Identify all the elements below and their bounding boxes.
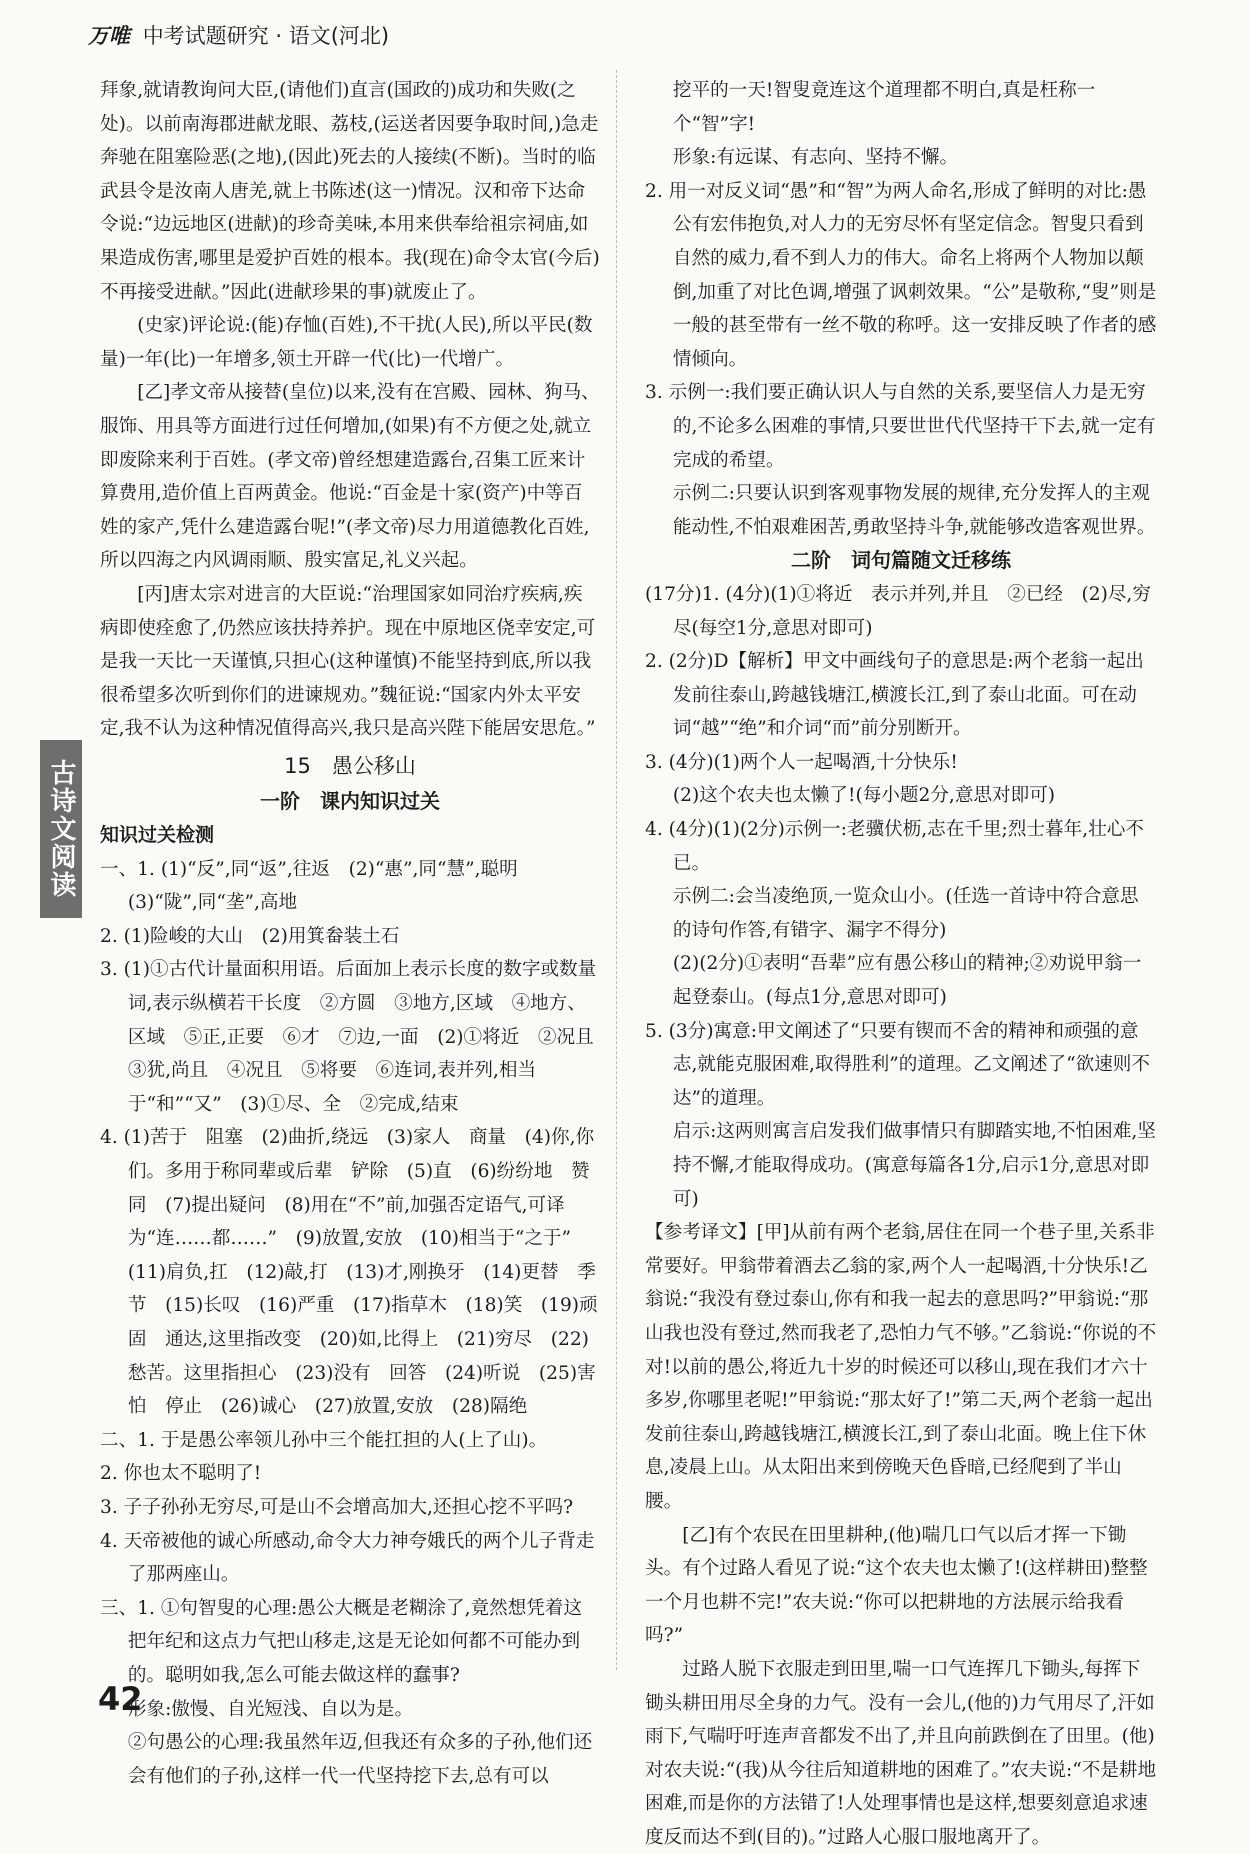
- answer-item: 示例二:会当凌绝顶,一览众山小。(任选一首诗中符合意思的诗句作答,有错字、漏字不得分): [672, 886, 1139, 941]
- translation-paragraph: [乙]孝文帝从接替(皇位)以来,没有在宫殿、园林、狗马、服饰、用具等方面进行过任何增加,(如果)有不方便之处,就立即废除来利于百姓。(孝文帝)曾经想建造露台,召集工匠来计算费用,造价值上百两黄金。他说:“百金是十家(资产)中等百姓的家产,凭什么建造露台呢!”(孝文帝)尽力用道德教化百姓,所以四海之内风调雨顺、殷实富足,礼义兴起。: [100, 382, 600, 572]
- translation-paragraph: 拜象,就请教询问大臣,(请他们)直言(国政的)成功和失败(之处)。以前南海郡进献龙眼、荔枝,(运送者因要争取时间,)急走奔驰在阻塞险恶(之地),(因此)死去的人接续(不断)。当时的临武县令是汝南人唐羌,就上书陈述(这一)情况。汉和帝下达命令说:“边远地区(进献)的珍奇美味,本用来供奉给祖宗祠庙,如果造成伤害,哪里是爱护百姓的根本。我(现在)命令太官(今后)不再接受进献。”因此(进献珍果的事)就废止了。: [100, 80, 600, 303]
- answer-item: 三、1. ①句智叟的心理:愚公大概是老糊涂了,竟然想凭着这把年纪和这点力气把山移走,这是无论如何都不可能办到的。聪明如我,怎么可能去做这样的蠢事?: [100, 1597, 583, 1686]
- column-divider: [616, 70, 617, 1670]
- answer-item: 4. (4分)(1)(2分)示例一:老骥伏枥,志在千里;烈士暮年,壮心不已。: [645, 819, 1144, 874]
- reference-translation: 过路人脱下衣服走到田里,喘一口气连挥几下锄头,每挥下锄头耕田用尽全身的力气。没有一会儿,(他的)力气用尽了,汗如雨下,气喘吁吁连声音都发不出了,并且向前跌倒在了田里。(他)对农夫说:“(我)从今往后知道耕地的困难了。”农夫说:“不是耕地困难,而是你的方法错了!人处理事情也是这样,想要刻意追求速度反而达不到(目的)。”过路人心服口服地离开了。: [645, 1658, 1157, 1848]
- stage-title: 二阶 词句篇随文迁移练: [791, 548, 1011, 573]
- left-column: [100, 74, 613, 1793]
- answer-item: 3. 示例一:我们要正确认识人与自然的关系,要坚信人力是无穷的,不论多么困难的事情,只要世世代代坚持干下去,就一定有完成的希望。: [645, 382, 1156, 471]
- answer-item: ②句愚公的心理:我虽然年迈,但我还有众多的子孙,他们还会有他们的子孙,这样一代一代坚持挖下去,总有可以: [127, 1732, 593, 1787]
- translation-paragraph: [丙]唐太宗对进言的大臣说:“治理国家如同治疗疾病,疾病即使痊愈了,仍然应该扶持养护。现在中原地区侥幸安定,可是我一天比一天谨慎,只担心(这种谨慎)不能坚持到底,所以我很希望多次听到你们的进谏规劝。”魏征说:“国家内外太平安定,我不认为这种情况值得高兴,我只是高兴陛下能居安思危。”: [100, 583, 596, 740]
- section-title: 知识过关检测: [100, 824, 215, 847]
- book-title: 中考试题研究 · 语文(河北): [142, 24, 390, 48]
- answer-item: 二、1. 于是愚公率领儿孙中三个能扛担的人(上了山)。: [100, 1429, 548, 1451]
- translation-paragraph: (史家)评论说:(能)存恤(百姓),不干扰(人民),所以平民(数量)一年(比)一年增多,领土开辟一代(比)一代增广。: [100, 315, 593, 370]
- answer-item: 形象:有远谋、有志向、坚持不懈。: [672, 147, 959, 169]
- page-number: 42: [98, 1680, 143, 1718]
- answer-item: 2. 用一对反义词“愚”和“智”为两人命名,形成了鲜明的对比:愚公有宏伟抱负,对人力的无穷尽怀有坚定信念。智叟只看到自然的威力,看不到人力的伟大。命名上将两个人物加以颠倒,加重了对比色调,增强了讽刺效果。“公”是敬称,“叟”则是一般的甚至带有一丝不敬的称呼。这一安排反映了作者的感情倾向。: [645, 180, 1157, 370]
- right-column: [645, 74, 1157, 1854]
- page-header: [88, 20, 389, 50]
- section-side-tab: 古诗文阅读: [40, 740, 82, 918]
- answer-item: 5. (3分)寓意:甲文阐述了“只要有锲而不舍的精神和顽强的意志,就能克服困难,取得胜利”的道理。乙文阐述了“欲速则不达”的道理。: [645, 1020, 1150, 1109]
- answer-item: 3. (1)①古代计量面积用语。后面加上表示长度的数字或数量词,表示纵横若干长度 ②方圆 ③地方,区域 ④地方、区域 ⑤正,正要 ⑥才 ⑦边,一面 (2)①将近 ②况且 ③犹,尚且 ④况且 ⑤将要 ⑥连词,表并列,相当于“和”“又” (3)①尽、全 ②完成,结束: [100, 959, 613, 1115]
- answer-item: 2. 你也太不聪明了!: [100, 1463, 262, 1485]
- answer-item: 4. (1)苦于 阻塞 (2)曲折,绕远 (3)家人 商量 (4)你,你们。多用于称同辈或后辈 铲除 (5)直 (6)纷纷地 赞同 (7)提出疑问 (8)用在“不”前,加强否定语气,可译为“连……都……” (9)放置,安放 (10)相当于“之于” (11)肩负,扛 (12)敲,打 (13)才,刚换牙 (14)更替 季节 (15)长叹 (16)严重 (17)指草木 (18)笑 (19)顽固 通达,这里指改变 (20)如,比得上 (21)穷尽 (22)愁苦。这里指担心 (23)没有 回答 (24)听说 (25)害怕 停止 (26)诚心 (27)放置,安放 (28)隔绝: [100, 1127, 598, 1418]
- answer-item: 挖平的一天!智叟竟连这个道理都不明白,真是枉称一个“智”字!: [672, 80, 1096, 135]
- answer-item: (2)(2分)①表明“吾辈”应有愚公移山的精神;②劝说甲翁一起登泰山。(每点1分,意思对即可): [672, 953, 1142, 1009]
- answer-item: 形象:傲慢、自光短浅、自以为是。: [127, 1698, 414, 1720]
- answer-item: (2)这个农夫也太懒了!(每小题2分,意思对即可): [672, 785, 1056, 807]
- stage-title: 一阶 课内知识过关: [260, 789, 440, 814]
- answer-item: 3. (4分)(1)两个人一起喝酒,十分快乐!: [645, 751, 958, 773]
- answer-item: 2. (2分)D【解析】甲文中画线句子的意思是:两个老翁一起出发前往泰山,跨越钱塘江,横渡长江,到了泰山北面。可在动词“越”“绝”和介词“而”前分别断开。: [645, 651, 1144, 740]
- answer-item: (17分)1. (4分)(1)①将近 表示并列,并且 ②已经 (2)尽,穷尽(每空1分,意思对即可): [645, 583, 1151, 639]
- answer-item: 3. 子子孙孙无穷尽,可是山不会增高加大,还担心挖不平吗?: [100, 1496, 574, 1518]
- reference-translation: [乙]有个农民在田里耕种,(他)喘几口气以后才挥一下锄头。有个过路人看见了说:“这个农夫也太懒了!(这样耕田)整整一个月也耕不完!”农夫说:“你可以把耕地的方法展示给我看吗?”: [645, 1524, 1148, 1647]
- answer-item: 4. 天帝被他的诚心所感动,命令大力神夸娥氏的两个儿子背走了那两座山。: [100, 1530, 595, 1586]
- lesson-title: 15 愚公移山: [284, 753, 416, 778]
- answer-item: 示例二:只要认识到客观事物发展的规律,充分发挥人的主观能动性,不怕艰难困苦,勇敢坚持斗争,就能够改造客观世界。: [672, 483, 1156, 538]
- brand-logo: 万唯: [88, 24, 130, 48]
- reference-translation: 【参考译文】[甲]从前有两个老翁,居住在同一个巷子里,关系非常要好。甲翁带着酒去乙翁的家,两个人一起喝酒,十分快乐!乙翁说:“我没有登过泰山,你有和我一起去的意思吗?”甲翁说:“那山我也没有登过,然而我老了,恐怕力气不够。”乙翁说:“你说的不对!以前的愚公,将近九十岁的时候还可以移山,现在我们才六十多岁,你哪里老呢!”甲翁说:“那太好了!”第二天,两个老翁一起出发前往泰山,跨越钱塘江,横渡长江,到了泰山北面。晚上住下休息,凌晨上山。从太阳出来到傍晚天色昏暗,已经爬到了半山腰。: [645, 1222, 1157, 1512]
- answer-item: 启示:这两则寓言启发我们做事情只有脚踏实地,不怕困难,坚持不懈,才能取得成功。(寓意每篇各1分,启示1分,意思对即可): [672, 1121, 1156, 1210]
- answer-item: 一、1. (1)“反”,同“返”,往返 (2)“惠”,同“慧”,聪明 (3)“陇”,同“垄”,高地: [100, 858, 537, 914]
- answer-item: 2. (1)险峻的大山 (2)用箕畚装土石: [100, 925, 400, 947]
